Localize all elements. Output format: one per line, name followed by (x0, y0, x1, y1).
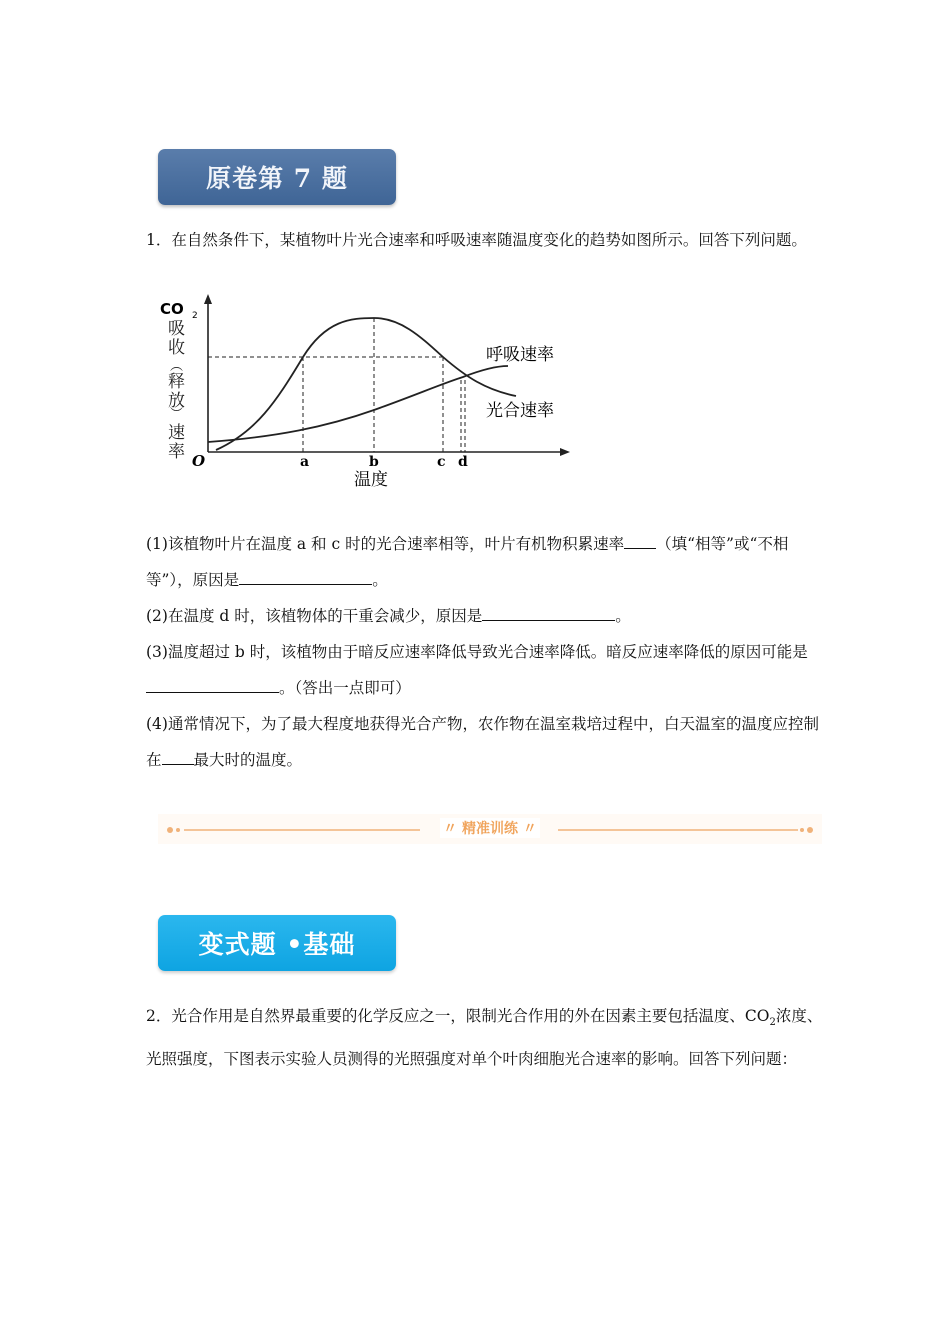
series-photosynthesis-line (216, 318, 516, 450)
question-2-stem: 2．光合作用是自然界最重要的化学反应之一，限制光合作用的外在因素主要包括温度、$CO_2$浓度、光照强度，下图表示实验人员测得的光照强度对单个叶肉细胞光合速率的影响。回答下列问题： (146, 1007, 823, 1069)
y-axis-label: CO (160, 300, 184, 318)
section-banner-original: 原卷第 7 题 (158, 149, 396, 205)
divider-label: 〃 精准训练 〃 (440, 818, 540, 838)
section-banner-variant: 变式题 •基础 (158, 915, 396, 971)
subquestion-1: (1)该植物叶片在温度 a 和 c 时的光合速率相等，叶片有机物积累速率 （填“相等”或“不相等”），原因是 。 (146, 526, 826, 598)
question-1-stem: 1．在自然条件下，某植物叶片光合速率和呼吸速率随温度变化的趋势如图所示。回答下列问题。 (146, 231, 807, 249)
svg-text:收: 收 (168, 338, 185, 358)
section-divider (158, 814, 822, 844)
y-axis-arrow-icon (204, 294, 212, 304)
tick-a: a (300, 454, 310, 470)
y-axis-label-vertical (168, 319, 185, 462)
svg-text:放: 放 (168, 391, 185, 411)
question-1-subquestions (146, 526, 826, 778)
subquestion-4: (4)通常情况下，为了最大程度地获得光合产物，农作物在温室栽培过程中，白天温室的温度应控制在 最大时的温度。 (146, 715, 819, 769)
answer-blank[interactable] (239, 566, 372, 585)
series-respiration-line (208, 366, 508, 442)
series-label-photosynthesis: 光合速率 (486, 401, 554, 421)
tick-d: d (458, 454, 468, 470)
svg-text:︵: ︵ (170, 359, 184, 374)
svg-text:率: 率 (168, 442, 185, 462)
subquestion-2: (2)在温度 d 时，该植物体的干重会减少，原因是 。 (146, 598, 826, 634)
temperature-rate-chart (156, 292, 586, 492)
answer-blank[interactable] (162, 746, 194, 765)
series-label-respiration: 呼吸速率 (486, 345, 554, 365)
svg-text:速: 速 (168, 423, 185, 443)
origin-label: O (192, 452, 206, 470)
x-axis-label: 温度 (354, 470, 388, 490)
y-axis-label-sub: 2 (192, 311, 198, 321)
answer-blank[interactable] (146, 674, 279, 693)
svg-text:︶: ︶ (170, 407, 184, 422)
tick-b: b (369, 454, 379, 470)
answer-blank[interactable] (624, 530, 656, 549)
tick-c: c (437, 454, 446, 470)
x-axis-arrow-icon (560, 448, 570, 456)
answer-blank[interactable] (482, 602, 615, 621)
svg-text:释: 释 (168, 372, 185, 392)
svg-text:吸: 吸 (168, 319, 185, 339)
subquestion-3: (3)温度超过 b 时，该植物由于暗反应速率降低导致光合速率降低。暗反应速率降低的原因可能是。（答出一点即可） (146, 643, 808, 697)
